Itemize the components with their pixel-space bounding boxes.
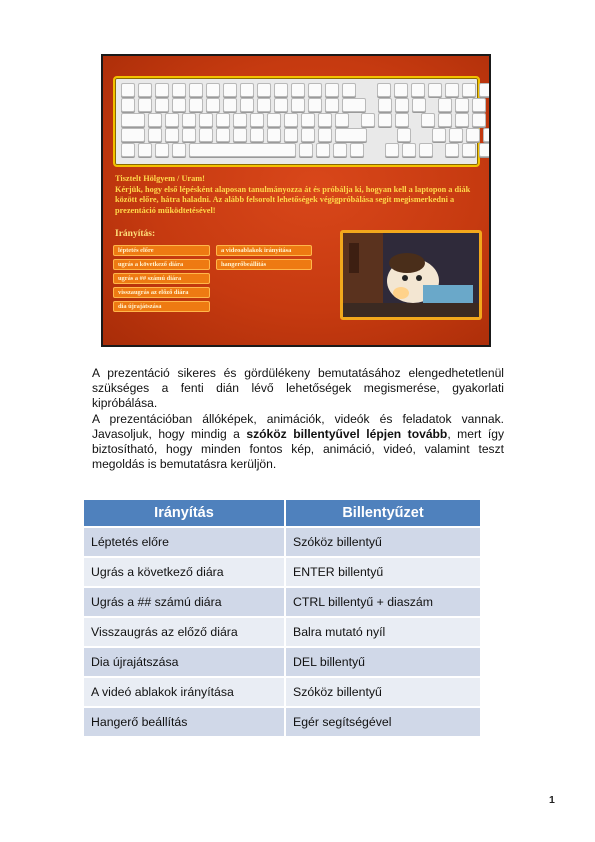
keyboard-key	[472, 98, 486, 112]
recommendation-text-start: A prezentációban állóképek, animációk, videók és feladatok vannak. Javasoljuk, hogy mindig a	[92, 412, 504, 441]
table-row	[84, 527, 481, 557]
cartoon-video-thumbnail	[340, 230, 482, 320]
table-cell: Egér segítségével	[285, 707, 481, 736]
keyboard-key	[316, 143, 330, 157]
table-cell: Dia újrajátszása	[84, 647, 285, 677]
keyboard-key	[412, 98, 426, 112]
slide-button-goto-slide: ugrás a ## számú diára	[113, 273, 210, 284]
keyboard-key	[233, 128, 247, 142]
keyboard-key	[121, 83, 135, 97]
keyboard-key	[325, 98, 339, 112]
keyboard-key	[172, 143, 186, 157]
table-cell: Léptetés előre	[84, 527, 285, 557]
table-row	[84, 587, 481, 617]
keyboard-key	[257, 98, 271, 112]
recommendation-emphasis: szóköz billentyűvel lépjen tovább	[246, 427, 448, 441]
keyboard-key	[121, 113, 145, 127]
intro-text: A prezentáció sikeres és gördülékeny bemutatásához elengedhetetlenül szükséges a fenti dián lévő lehetőségek megismerése, gyakorlati kipróbálása.	[92, 366, 504, 410]
keyboard-key	[155, 98, 169, 112]
slide-greeting: Tisztelt Hölgyem / Uram!	[115, 174, 205, 183]
keyboard-key	[445, 143, 459, 157]
keyboard-key	[301, 128, 315, 142]
keyboard-key	[318, 113, 332, 127]
recommendation-text-end: , mert így biztosítható, hogy minden fontos kép, animáció, videó, valamint teszt megoldás is bemutatásra kerüljön.	[92, 427, 504, 471]
keyboard-key	[472, 113, 486, 127]
keyboard-key	[216, 128, 230, 142]
keyboard-key	[377, 83, 391, 97]
keyboard-key	[274, 83, 288, 97]
keyboard-key	[165, 128, 179, 142]
page-number: 1	[549, 794, 555, 806]
keyboard-key	[284, 113, 298, 127]
table-cell: Visszaugrás az előző diára	[84, 617, 285, 647]
header-control: Irányítás	[84, 500, 285, 527]
keyboard-key	[411, 83, 425, 97]
keyboard-key	[342, 98, 366, 112]
keyboard-key	[432, 128, 446, 142]
keyboard-key	[385, 143, 399, 157]
keyboard-key	[483, 128, 491, 142]
table-cell: DEL billentyű	[285, 647, 481, 677]
keyboard-key	[172, 98, 186, 112]
keyboard-key	[438, 98, 452, 112]
keyboard-key	[138, 98, 152, 112]
keyboard-key	[223, 98, 237, 112]
keyboard-key	[148, 128, 162, 142]
table-cell: CTRL billentyű + diaszám	[285, 587, 481, 617]
keyboard-key	[462, 83, 476, 97]
keyboard-key	[121, 98, 135, 112]
keyboard-key	[301, 113, 315, 127]
keyboard-key	[428, 83, 442, 97]
keyboard-key	[291, 83, 305, 97]
keyboard-key	[419, 143, 433, 157]
keyboard-key	[199, 113, 213, 127]
keyboard-key	[335, 113, 349, 127]
keyboard-key	[233, 113, 247, 127]
slide-button-previous-slide: visszaugrás az előző diára	[113, 287, 210, 298]
keyboard-key	[138, 83, 152, 97]
keyboard-key	[182, 128, 196, 142]
keyboard-key	[199, 128, 213, 142]
keyboard-key	[189, 83, 203, 97]
table-row	[84, 707, 481, 736]
keyboard-key	[284, 128, 298, 142]
table-row	[84, 677, 481, 707]
keyboard-key	[489, 98, 491, 112]
keyboard-key	[267, 113, 281, 127]
keyboard-key	[395, 113, 409, 127]
keyboard-key	[462, 143, 476, 157]
keyboard-key	[455, 98, 469, 112]
keyboard-key	[155, 143, 169, 157]
slide-button-replay: dia újrajátszása	[113, 301, 210, 312]
slide-instructions	[115, 174, 475, 216]
keyboard-key	[216, 113, 230, 127]
keyboard-key	[206, 83, 220, 97]
keyboard-key	[257, 83, 271, 97]
keyboard-key	[479, 143, 491, 157]
keyboard-key	[240, 98, 254, 112]
keyboard-key	[155, 83, 169, 97]
keyboard-key	[378, 113, 392, 127]
recommendation-paragraph	[92, 412, 504, 472]
keyboard-key	[182, 113, 196, 127]
keyboard-key	[299, 143, 313, 157]
keyboard-key	[223, 83, 237, 97]
table-cell: Szóköz billentyű	[285, 677, 481, 707]
keyboard-key	[438, 113, 452, 127]
slide-button-volume: hangerőbeállítás	[216, 259, 312, 270]
controls-table	[84, 500, 482, 736]
table-cell: Ugrás a következő diára	[84, 557, 285, 587]
keyboard-key	[361, 113, 375, 127]
keyboard-key	[335, 128, 367, 142]
keyboard-key	[466, 128, 480, 142]
keyboard-key	[394, 83, 408, 97]
keyboard-key	[148, 113, 162, 127]
slide-button-next-slide: ugrás a következő diára	[113, 259, 210, 270]
keyboard-key	[397, 128, 411, 142]
keyboard-row	[121, 98, 491, 112]
keyboard-key	[449, 128, 463, 142]
keyboard-key	[325, 83, 339, 97]
table-cell: Balra mutató nyíl	[285, 617, 481, 647]
table-row	[84, 647, 481, 677]
table-header-row	[84, 500, 481, 527]
table-cell: Hangerő beállítás	[84, 707, 285, 736]
keyboard-key	[121, 128, 145, 142]
keyboard-key	[274, 98, 288, 112]
keyboard-key	[189, 143, 296, 157]
keyboard-key	[165, 113, 179, 127]
keyboard-key	[250, 128, 264, 142]
table-cell: Szóköz billentyű	[285, 527, 481, 557]
keyboard-key	[445, 83, 459, 97]
keyboard-key	[333, 143, 347, 157]
table-row	[84, 557, 481, 587]
keyboard-key	[395, 98, 409, 112]
intro-paragraph	[92, 366, 504, 411]
keyboard-key	[350, 143, 364, 157]
keyboard-row	[121, 128, 491, 142]
keyboard-key	[138, 143, 152, 157]
keyboard-key	[455, 113, 469, 127]
keyboard-key	[250, 113, 264, 127]
keyboard-row	[121, 143, 491, 157]
keyboard-key	[378, 98, 392, 112]
keyboard-key	[421, 113, 435, 127]
keyboard-row	[121, 83, 491, 97]
table-cell: Ugrás a ## számú diára	[84, 587, 285, 617]
keyboard-key	[267, 128, 281, 142]
header-keyboard: Billentyűzet	[285, 500, 481, 527]
slide-instruction-text: Kérjük, hogy első lépésként alaposan tanulmányozza át és próbálja ki, hogyan kell a laptopon a diák között előre, hátra haladni. Az alább felsorolt lehetőségek végigpróbálása segít megismerkedni a prezentáció működtetésével!	[115, 184, 471, 215]
table-cell: ENTER billentyű	[285, 557, 481, 587]
table-cell: A videó ablakok irányítása	[84, 677, 285, 707]
keyboard-key	[121, 143, 135, 157]
keyboard-key	[308, 83, 322, 97]
table-row	[84, 617, 481, 647]
keyboard-row	[121, 113, 486, 127]
keyboard-key	[402, 143, 416, 157]
keyboard-key	[291, 98, 305, 112]
presentation-slide-image	[101, 54, 491, 347]
keyboard-key	[318, 128, 332, 142]
slide-controls-title: Irányítás:	[115, 229, 156, 239]
keyboard-image	[113, 76, 480, 167]
video-illustration-icon	[343, 233, 479, 317]
slide-button-video-control: a videoablakok irányítása	[216, 245, 312, 256]
keyboard-key	[479, 83, 491, 97]
keyboard-key	[308, 98, 322, 112]
slide-button-step-forward: léptetés előre	[113, 245, 210, 256]
keyboard-key	[342, 83, 356, 97]
keyboard-key	[206, 98, 220, 112]
keyboard-key	[240, 83, 254, 97]
keyboard-key	[172, 83, 186, 97]
keyboard-key	[189, 98, 203, 112]
